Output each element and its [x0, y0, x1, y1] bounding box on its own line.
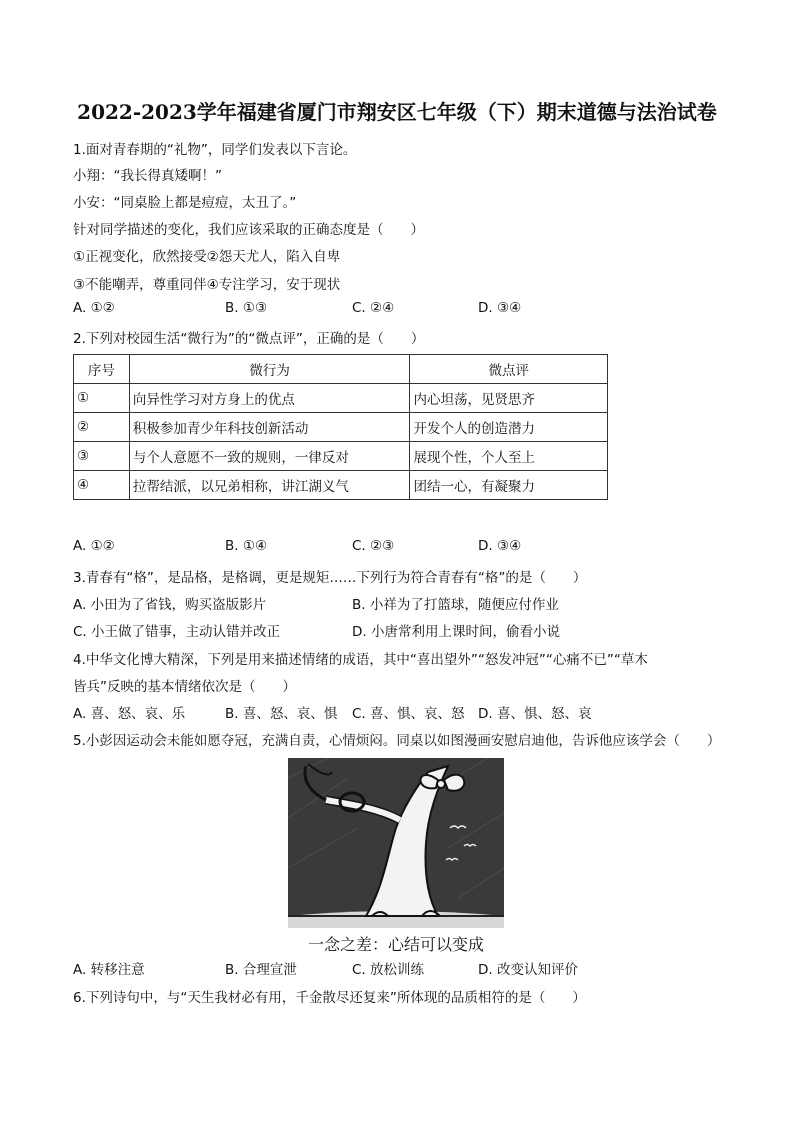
q5-option-b[interactable]: B. 合理宣泄: [225, 962, 297, 978]
row-comment: 展现个性，个人至上: [410, 442, 608, 471]
q2-table: [73, 354, 608, 500]
q1-option-a[interactable]: A. ①②: [73, 300, 115, 316]
q3-options-row-1: [73, 593, 693, 613]
q3-option-c[interactable]: C. 小王做了错事，主动认错并改正: [73, 624, 281, 640]
q2-stem: 2.下列对校园生活“微行为”的“微点评”，正确的是（ ）: [73, 331, 425, 347]
table-row: [74, 442, 608, 471]
row-behavior: 拉帮结派，以兄弟相称，讲江湖义气: [129, 471, 410, 500]
header-index: 序号: [74, 355, 130, 384]
q4-stem-line-1: 4.中华文化博大精深，下列是用来描述情绪的成语，其中“喜出望外”“怒发冲冠”“心痛不已”“草木: [73, 652, 648, 668]
q3-option-a[interactable]: A. 小田为了省钱，购买盗版影片: [73, 597, 267, 613]
row-behavior: 与个人意愿不一致的规则，一律反对: [129, 442, 410, 471]
row-index: ③: [74, 442, 130, 471]
table-row: [74, 471, 608, 500]
q3-options-row-2: [73, 620, 693, 640]
q4-option-c[interactable]: C. 喜、惧、哀、怒: [352, 706, 465, 722]
q1-options: [73, 300, 693, 320]
knot-tree-cartoon: [288, 758, 504, 928]
q2-option-d[interactable]: D. ③④: [478, 538, 522, 554]
row-comment: 团结一心，有凝聚力: [410, 471, 608, 500]
q1-option-c[interactable]: C. ②④: [352, 300, 395, 316]
q1-statement-a: 小翔：“我长得真矮啊！”: [73, 168, 222, 184]
row-comment: 开发个人的创造潜力: [410, 413, 608, 442]
q3-option-d[interactable]: D. 小唐常利用上课时间，偷看小说: [352, 624, 560, 640]
q1-option-d[interactable]: D. ③④: [478, 300, 522, 316]
row-index: ①: [74, 384, 130, 413]
row-behavior: 向异性学习对方身上的优点: [129, 384, 410, 413]
q4-stem-line-2: 皆兵”反映的基本情绪依次是（ ）: [73, 679, 296, 695]
q3-option-b[interactable]: B. 小祥为了打篮球，随便应付作业: [352, 597, 559, 613]
row-behavior: 积极参加青少年科技创新活动: [129, 413, 410, 442]
q2-option-a[interactable]: A. ①②: [73, 538, 115, 554]
exam-title: 2022-2023学年福建省厦门市翔安区七年级（下）期末道德与法治试卷: [77, 100, 717, 124]
q5-options: [73, 958, 693, 978]
table-row: [74, 413, 608, 442]
q1-items-line-2: ③不能嘲弄，尊重同伴④专注学习，安于现状: [73, 277, 341, 293]
q4-option-d[interactable]: D. 喜、惧、怒、哀: [478, 706, 592, 722]
row-comment: 内心坦荡，见贤思齐: [410, 384, 608, 413]
q1-option-b[interactable]: B. ①③: [225, 300, 268, 316]
table-header-row: [74, 355, 608, 384]
header-behavior: 微行为: [129, 355, 410, 384]
table-row: [74, 384, 608, 413]
q4-option-b[interactable]: B. 喜、怒、哀、惧: [225, 706, 338, 722]
q3-stem: 3.青春有“格”，是品格，是格调，更是规矩……下列行为符合青春有“格”的是（ ）: [73, 570, 587, 586]
q5-option-a[interactable]: A. 转移注意: [73, 962, 145, 978]
q6-stem: 6.下列诗句中，与“天生我材必有用，千金散尽还复来”所体现的品质相符的是（ ）: [73, 990, 586, 1006]
q5-stem: 5.小彭因运动会未能如愿夺冠，充满自责，心情烦闷。同桌以如图漫画安慰启迪他，告诉他应该学会（ ）: [73, 733, 721, 749]
q2-option-c[interactable]: C. ②③: [352, 538, 395, 554]
q2-option-b[interactable]: B. ①④: [225, 538, 268, 554]
q1-statement-b: 小安：“同桌脸上都是痘痘，太丑了。”: [73, 195, 297, 211]
cartoon-caption: 一念之差：心结可以变成: [307, 935, 484, 954]
row-index: ②: [74, 413, 130, 442]
q4-options: [73, 702, 693, 722]
q4-option-a[interactable]: A. 喜、怒、哀、乐: [73, 706, 186, 722]
q5-option-c[interactable]: C. 放松训练: [352, 962, 425, 978]
header-comment: 微点评: [410, 355, 608, 384]
q5-option-d[interactable]: D. 改变认知评价: [478, 962, 578, 978]
q2-options: [73, 538, 693, 558]
row-index: ④: [74, 471, 130, 500]
q1-question: 针对同学描述的变化，我们应该采取的正确态度是（ ）: [73, 222, 424, 238]
q1-items-line-1: ①正视变化，欣然接受②怨天尤人，陷入自卑: [73, 249, 341, 265]
q1-stem: 1.面对青春期的“礼物”，同学们发表以下言论。: [73, 142, 357, 158]
